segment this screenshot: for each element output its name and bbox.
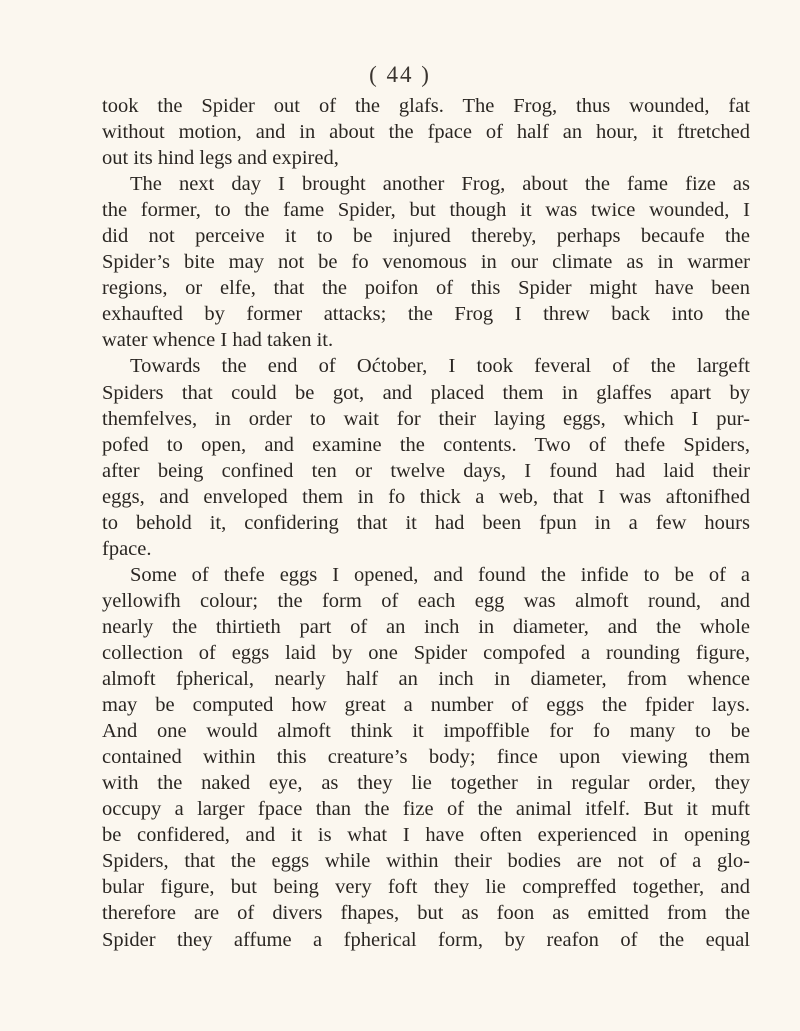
body-text: [102, 93, 750, 953]
text-line: the former, to the fame Spider, but though it was twice wounded, I: [102, 199, 750, 222]
text-line: after being confined ten or twelve days, I found had laid their: [102, 459, 750, 482]
text-line: And one would almoft think it impoffible for fo many to be: [102, 720, 750, 743]
text-line: pofed to open, and examine the contents. Two of thefe Spiders,: [102, 433, 750, 456]
text-line: eggs, and enveloped them in fo thick a web, that I was aftonifhed: [102, 485, 750, 508]
text-line: Spiders, that the eggs while within their bodies are not of a glo-: [102, 850, 750, 873]
text-line: took the Spider out of the glafs. The Frog, thus wounded, fat: [102, 95, 750, 117]
text-line: may be computed how great a number of eggs the fpider lays.: [102, 694, 750, 717]
text-line: did not perceive it to be injured thereby, perhaps becaufe the: [102, 225, 750, 248]
text-line: The next day I brought another Frog, about the fame fize as: [130, 173, 750, 196]
text-line: contained within this creature’s body; fince upon viewing them: [102, 746, 750, 769]
text-line: occupy a larger fpace than the fize of the animal itfelf. But it muft: [102, 798, 750, 821]
text-line: Some of thefe eggs I opened, and found the infide to be of a: [130, 563, 750, 586]
text-line: yellowifh colour; the form of each egg was almoft round, and: [102, 589, 750, 612]
text-line: without motion, and in about the fpace of half an hour, it ftretched: [102, 121, 750, 144]
text-line: almoft fpherical, nearly half an inch in diameter, from whence: [102, 668, 750, 691]
text-line: therefore are of divers fhapes, but as foon as emitted from the: [102, 902, 750, 925]
text-line: Towards the end of Oćtober, I took feveral of the largeft: [130, 355, 750, 378]
text-line: out its hind legs and expired,: [102, 147, 339, 170]
text-line: Spiders that could be got, and placed them in glaffes apart by: [102, 381, 750, 404]
text-line: collection of eggs laid by one Spider compofed a rounding figure,: [102, 641, 750, 664]
text-line: Spider’s bite may not be fo venomous in our climate as in warmer: [102, 251, 750, 274]
text-line: exhaufted by former attacks; the Frog I threw back into the: [102, 303, 750, 326]
text-line: bular figure, but being very foft they lie compreffed together, and: [102, 876, 750, 899]
text-line: nearly the thirtieth part of an inch in diameter, and the whole: [102, 615, 750, 638]
text-line: water whence I had taken it.: [102, 329, 334, 352]
page-number: ( 44 ): [369, 62, 431, 87]
text-line: with the naked eye, as they lie together in regular order, they: [102, 772, 750, 795]
text-line: Spider they affume a fpherical form, by reafon of the equal: [102, 928, 750, 951]
text-line: regions, or elfe, that the poifon of this Spider might have been: [102, 277, 750, 300]
text-line: themfelves, in order to wait for their laying eggs, which I pur-: [102, 407, 750, 430]
text-line: be confidered, and it is what I have often experienced in opening: [102, 824, 750, 847]
text-line: fpace.: [102, 537, 152, 560]
text-line: to behold it, confidering that it had been fpun in a few hours: [102, 511, 750, 534]
